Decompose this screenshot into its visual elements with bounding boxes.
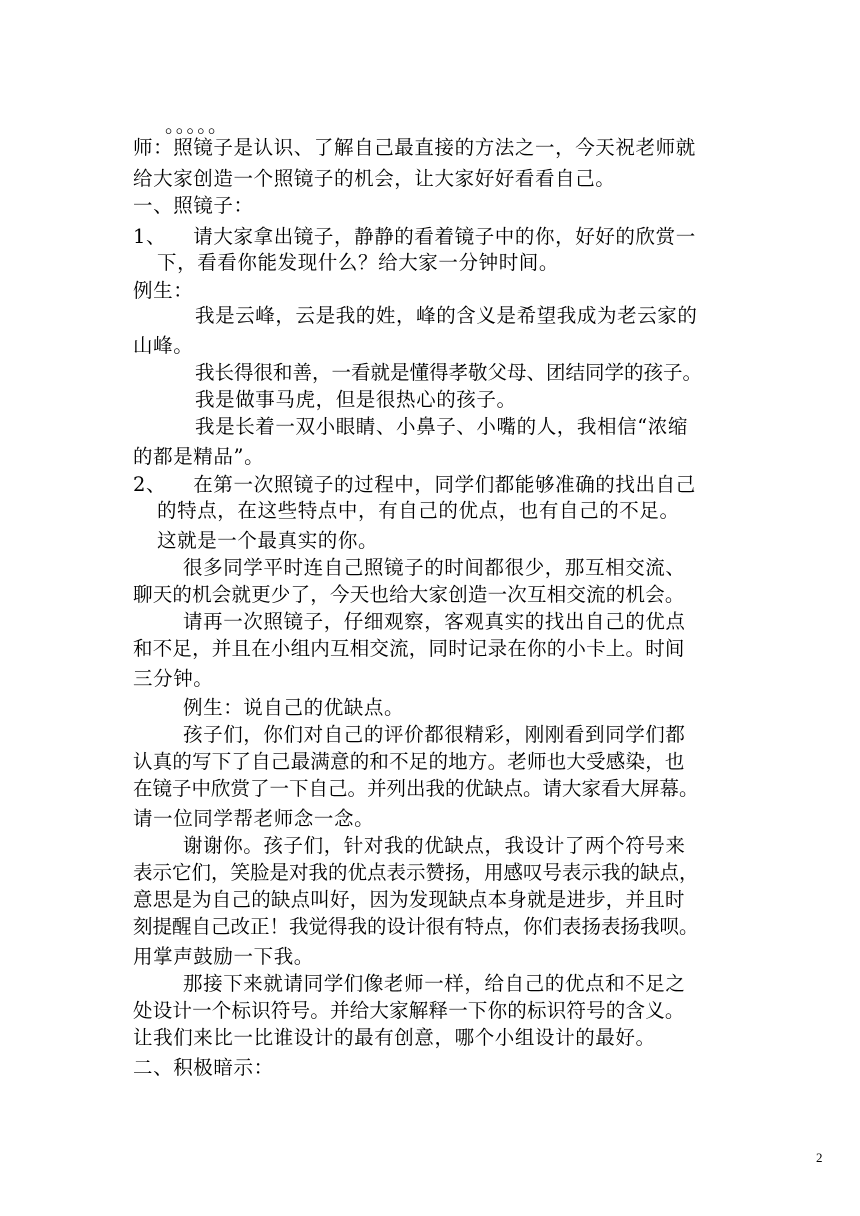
text-line: 我是长着一双小眼睛、小鼻子、小嘴的人，我相信“浓缩 <box>195 415 688 438</box>
text-line: 孩子们，你们对自己的评价都很精彩，刚刚看到同学们都 <box>183 723 686 746</box>
text-line: 刻提醒自己改正！我觉得我的设计很有特点，你们表扬表扬我呗。 <box>133 915 699 938</box>
text-line: 用掌声鼓励一下我。 <box>133 945 314 968</box>
text-line: 和不足，并且在小组内互相交流，同时记录在你的小卡上。时间 <box>133 637 685 660</box>
text-line: 聊天的机会就更少了，今天也给大家创造一次互相交流的机会。 <box>133 583 685 606</box>
page-number: 2 <box>816 1150 823 1165</box>
text-line: 请再一次照镜子，仔细观察，客观真实的找出自己的优点 <box>183 610 686 633</box>
section-heading: 二、积极暗示： <box>133 1056 274 1079</box>
text-line: 认真的写下了自己最满意的和不足的地方。老师也大受感染，也 <box>133 750 685 773</box>
list-item-1: 1、 请大家拿出镜子，静静的看着镜子中的你，好好的欣赏一 <box>133 225 696 248</box>
text-line: 处设计一个标识符号。并给大家解释一下你的标识符号的含义。 <box>133 999 685 1022</box>
text-line: 很多同学平时连自己照镜子的时间都很少，那互相交流、 <box>183 556 686 579</box>
text-line: 例生：说自己的优缺点。 <box>183 696 405 719</box>
section-heading: 一、照镜子： <box>133 194 254 217</box>
text-line: 表示它们，笑脸是对我的优点表示赞扬，用感叹号表示我的缺点， <box>133 861 699 884</box>
text-line: 我长得很和善，一看就是懂得孝敬父母、团结同学的孩子。 <box>195 361 703 384</box>
text-line: 下，看看你能发现什么？给大家一分钟时间。 <box>157 251 560 274</box>
text-line: 在镜子中欣赏了一下自己。并列出我的优缺点。请大家看大屏幕。 <box>133 777 699 800</box>
text-line: 请一位同学帮老师念一念。 <box>133 807 375 830</box>
text-line: 那接下来就请同学们像老师一样，给自己的优点和不足之 <box>183 972 686 995</box>
text-line: 的都是精品”。 <box>133 445 265 468</box>
text-line: 的特点，在这些特点中，有自己的优点，也有自己的不足。 <box>157 499 680 522</box>
list-item-2: 2、 在第一次照镜子的过程中，同学们都能够准确的找出自己 <box>133 473 696 496</box>
ellipsis-line: 。。。。。 <box>165 114 229 137</box>
text-line: 山峰。 <box>133 334 194 357</box>
text-line: 我是云峰，云是我的姓，峰的含义是希望我成为老云家的 <box>195 304 698 327</box>
text-line: 谢谢你。孩子们，针对我的优缺点，我设计了两个符号来 <box>183 834 686 857</box>
text-line: 例生： <box>133 279 194 302</box>
text-line: 让我们来比一比谁设计的最有创意，哪个小组设计的最好。 <box>133 1026 656 1049</box>
text-line: 给大家创造一个照镜子的机会，让大家好好看看自己。 <box>133 167 616 190</box>
text-line: 三分钟。 <box>133 667 214 690</box>
text-line: 我是做事马虎，但是很热心的孩子。 <box>195 388 517 411</box>
text-line: 意思是为自己的缺点叫好，因为发现缺点本身就是进步，并且时 <box>133 888 685 911</box>
text-line: 这就是一个最真实的你。 <box>157 529 379 552</box>
text-line: 师：照镜子是认识、了解自己最直接的方法之一，今天祝老师就 <box>133 136 696 159</box>
